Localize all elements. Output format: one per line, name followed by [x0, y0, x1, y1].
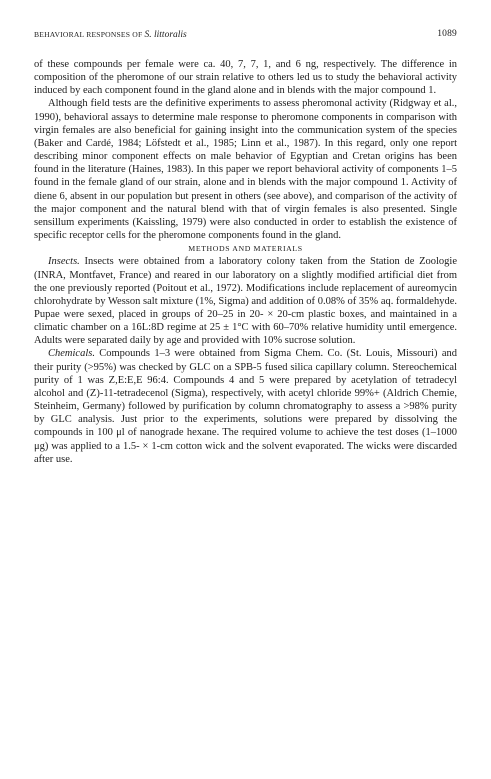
running-title	[34, 30, 187, 40]
chemicals-text: Compounds 1–3 were obtained from Sigma Chem. Co. (St. Louis, Missouri) and their purity (>95%) was checked by GLC on a SPB-5 fused silica capillary column. Stereochemical purity of 1 was Z,E:E,E 96:4. Compounds 4 and 5 were prepared by acetylation of tetradecyl alcohol and (Z)-11-tetradecenol (Sigma), respectively, with acetyl chloride 99%+ (Aldrich Chemie, Steinheim, Germany) followed by purification by column chromatography to assess a >98% purity by GLC analysis. Just prior to the experiments, solutions were prepared by dissolving the compounds in 100 μl of nanograde hexane. The required volume to achieve the test doses (1–1000 μg) was applied to a 1.5- × 1-cm cotton wick and the solvent evaporated. The wicks were discarded after use.	[34, 348, 457, 465]
insects-heading: Insects.	[48, 256, 80, 268]
article-body	[34, 58, 457, 466]
running-header	[34, 30, 457, 42]
chemicals-paragraph	[34, 347, 457, 465]
insects-text: Insects were obtained from a laboratory colony taken from the Station de Zoologie (INRA, Montfavet, France) and reared in our laboratory on a slightly modified artificial diet from the one previously reported (Poitout et al., 1972). Modifications include replacement of aureomycin chlorohydrate by Wesson salt mixture (1%, Sigma) and addition of 0.08% of 35% aq. formaldehyde. Pupae were sexed, placed in groups of 20–25 in 20- × 20-cm plastic boxes, and maintained in a climatic chamber on a 16L:8D regime at 25 ± 1°C with 60–70% relative humidity until emergence. Adults were separated daily by age and provided with 10% sucrose solution.	[34, 256, 457, 347]
section-title-methods: METHODS AND MATERIALS	[188, 244, 303, 254]
running-title-text: BEHAVIORAL RESPONSES OF	[34, 30, 143, 39]
intro-paragraph-2: Although field tests are the definitive experiments to assess pheromonal activity (Ridgway et al., 1990), behavioral assays to determine male response to pheromone components in comparison with virgin females are also beneficial for gaining insight into the communication system of the species (Baker and Cardé, 1984; Löfstedt et al., 1985; Linn et al., 1987). In this regard, only one report describing minor component effects on male behavior of Egyptian and Cretan origins has been found in the literature (Haines, 1983). In this paper we report behavioral activity of components 1–5 found in the female gland of our strain, alone and in blends with the major compound 1. Activity of diene 6, absent in our population but present in others (see above), and comparison of the activity of the major component and the natural blend with that of virgin females is also presented. Single sensillum experiments (Kaissling, 1979) were also conducted in order to establish the existence of specific receptor cells for the pheromone components found in the gland.	[34, 98, 457, 242]
chemicals-heading: Chemicals.	[48, 348, 95, 360]
intro-paragraph-1: of these compounds per female were ca. 40, 7, 7, 1, and 6 ng, respectively. The difference in composition of the pheromone of our strain relative to others led us to study the behavioral activity induced by each component found in the gland alone and in blends with the major compound 1.	[34, 59, 457, 97]
insects-paragraph	[34, 255, 457, 347]
running-title-species: S. littoralis	[144, 30, 187, 40]
page-number: 1089	[437, 29, 457, 39]
